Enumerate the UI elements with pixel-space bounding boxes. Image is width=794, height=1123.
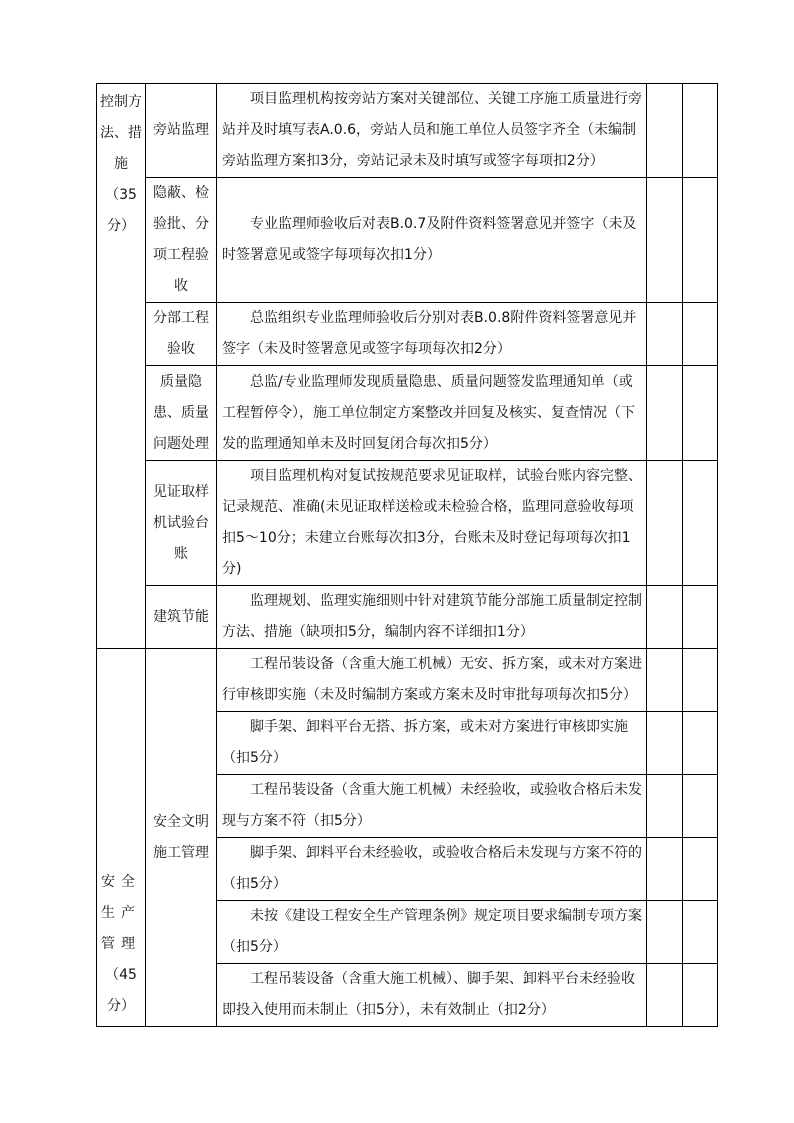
score-cell	[647, 84, 683, 178]
remark-cell	[683, 964, 718, 1027]
content-text: 工程吊装设备（含重大施工机械）、脚手架、卸料平台未经验收即投入使用而未制止（扣5分），未有效制止（扣2分）	[222, 971, 635, 1018]
score-cell	[647, 838, 683, 901]
item-cell	[146, 366, 217, 461]
score-cell	[647, 712, 683, 775]
remark-cell	[683, 84, 718, 178]
table-row	[97, 586, 718, 649]
score-cell	[647, 303, 683, 366]
content-cell	[217, 178, 647, 303]
item-label: 质量隐患、质量问题处理	[153, 373, 209, 452]
remark-cell	[683, 775, 718, 838]
content-cell	[217, 649, 647, 712]
score-cell	[647, 964, 683, 1027]
remark-cell	[683, 303, 718, 366]
score-cell	[647, 366, 683, 461]
score-cell	[647, 178, 683, 303]
table-row	[97, 178, 718, 303]
content-text: 工程吊装设备（含重大施工机械）未经验收，或验收合格后未发现与方案不符（扣5分）	[222, 782, 642, 829]
table-row	[97, 303, 718, 366]
content-cell	[217, 366, 647, 461]
remark-cell	[683, 838, 718, 901]
section-title: 控制方法、措施	[100, 94, 142, 172]
content-cell	[217, 838, 647, 901]
content-cell	[217, 901, 647, 964]
remark-cell	[683, 178, 718, 303]
content-text: 专业监理师验收后对表B.0.7及附件资料签署意见并签字（未及时签署意见或签字每项每次扣1分）	[222, 216, 637, 263]
item-cell	[146, 649, 217, 1027]
remark-cell	[683, 366, 718, 461]
content-text: 项目监理机构按旁站方案对关键部位、关键工序施工质量进行旁站并及时填写表A.0.6，旁站人员和施工单位人员签字齐全（未编制旁站监理方案扣3分，旁站记录未及时填写或签字每项扣2分）	[222, 91, 642, 169]
section-cell	[97, 84, 146, 649]
scoring-table	[96, 83, 718, 1027]
remark-cell	[683, 901, 718, 964]
table-row	[97, 366, 718, 461]
remark-cell	[683, 712, 718, 775]
content-cell	[217, 712, 647, 775]
section-score: （45分）	[105, 967, 137, 1014]
remark-cell	[683, 649, 718, 712]
content-text: 总监/专业监理师发现质量隐患、质量问题签发监理通知单（或工程暂停令），施工单位制定方案整改并回复及核实、复查情况（下发的监理通知单未及时回复闭合每次扣5分）	[222, 373, 635, 452]
content-cell	[217, 775, 647, 838]
section-title: 安全生产管理	[101, 874, 141, 952]
content-cell	[217, 461, 647, 586]
item-cell	[146, 303, 217, 366]
content-cell	[217, 84, 647, 178]
item-cell	[146, 461, 217, 586]
item-label: 安全文明施工管理	[153, 813, 209, 861]
item-cell	[146, 84, 217, 178]
section-cell	[97, 649, 146, 1027]
item-label: 旁站监理	[153, 122, 209, 138]
table-row	[97, 649, 718, 712]
score-cell	[647, 461, 683, 586]
score-cell	[647, 586, 683, 649]
content-cell	[217, 303, 647, 366]
item-label: 见证取样机试验台账	[153, 483, 209, 562]
item-cell	[146, 586, 217, 649]
content-text: 监理规划、监理实施细则中针对建筑节能分部施工质量制定控制方法、措施（缺项扣5分，编制内容不详细扣1分）	[222, 593, 642, 640]
score-cell	[647, 649, 683, 712]
content-text: 未按《建设工程安全生产管理条例》规定项目要求编制专项方案（扣5分）	[222, 908, 642, 955]
content-cell	[217, 586, 647, 649]
content-text: 脚手架、卸料平台无搭、拆方案，或未对方案进行审核即实施（扣5分）	[222, 719, 628, 766]
score-cell	[647, 775, 683, 838]
item-label: 建筑节能	[153, 608, 209, 625]
remark-cell	[683, 461, 718, 586]
score-cell	[647, 901, 683, 964]
content-text: 项目监理机构对复试按规范要求见证取样，试验台账内容完整、记录规范、准确(未见证取样送检或未检验合格，监理同意验收每项扣5～10分；未建立台账每次扣3分，台账未及时登记每项每次扣1分)	[222, 468, 642, 577]
table-row	[97, 84, 718, 178]
content-text: 总监组织专业监理师验收后分别对表B.0.8附件资料签署意见并签字（未及时签署意见或签字每项每次扣2分）	[222, 310, 637, 357]
section-score: （35分）	[105, 187, 137, 234]
item-cell	[146, 178, 217, 303]
content-cell	[217, 964, 647, 1027]
item-label: 分部工程验收	[153, 310, 209, 357]
content-text: 脚手架、卸料平台未经验收，或验收合格后未发现与方案不符的（扣5分）	[222, 845, 642, 892]
remark-cell	[683, 586, 718, 649]
item-label: 隐蔽、检验批、分项工程验收	[153, 185, 209, 294]
content-text: 工程吊装设备（含重大施工机械）无安、拆方案，或未对方案进行审核即实施（未及时编制方案或方案未及时审批每项每次扣5分）	[222, 656, 642, 703]
table-row	[97, 461, 718, 586]
